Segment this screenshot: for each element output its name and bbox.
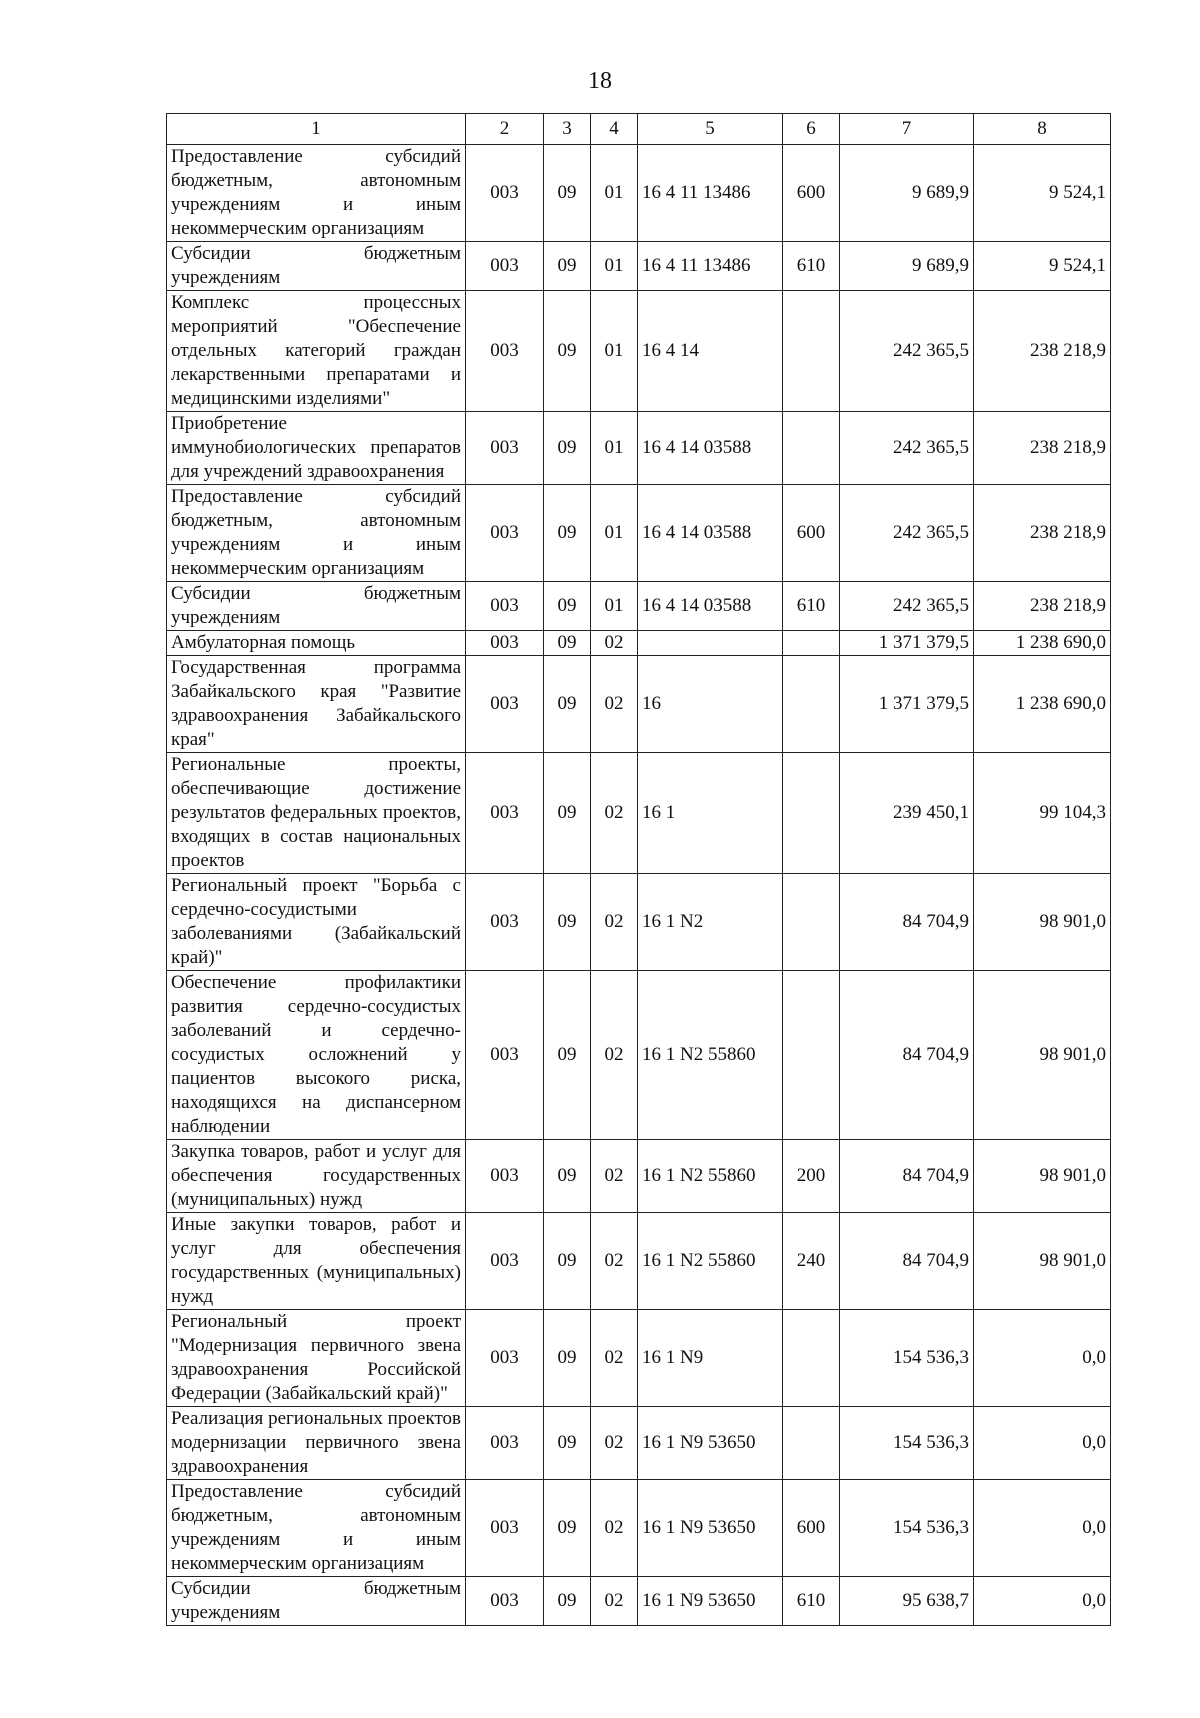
row-name: Предоставление субсидий бюджетным, автономным учреждениям и иным некоммерческим организациям	[167, 485, 466, 582]
header-col-4: 4	[591, 114, 638, 145]
cell-amount-year-1: 9 689,9	[840, 242, 974, 291]
cell-amount-year-2: 238 218,9	[974, 485, 1111, 582]
cell-section: 09	[544, 1140, 591, 1213]
table-row	[167, 1213, 1111, 1310]
cell-admin-code: 003	[466, 1480, 544, 1577]
cell-target-article: 16 1	[638, 753, 783, 874]
budget-table	[166, 113, 1111, 1626]
cell-target-article: 16 1 N9 53650	[638, 1407, 783, 1480]
cell-subsection: 01	[591, 145, 638, 242]
table-row	[167, 1480, 1111, 1577]
cell-target-article: 16 1 N2 55860	[638, 971, 783, 1140]
table-row	[167, 656, 1111, 753]
table-body	[167, 145, 1111, 1626]
cell-amount-year-2: 98 901,0	[974, 874, 1111, 971]
cell-target-article: 16	[638, 656, 783, 753]
row-name: Предоставление субсидий бюджетным, автономным учреждениям и иным некоммерческим организациям	[167, 145, 466, 242]
row-name: Региональный проект "Борьба с сердечно-сосудистыми заболеваниями (Забайкальский край)"	[167, 874, 466, 971]
cell-section: 09	[544, 1407, 591, 1480]
table-row	[167, 291, 1111, 412]
header-row	[167, 114, 1111, 145]
table-row	[167, 242, 1111, 291]
cell-expense-type: 240	[783, 1213, 840, 1310]
cell-admin-code: 003	[466, 1577, 544, 1626]
cell-admin-code: 003	[466, 971, 544, 1140]
cell-expense-type	[783, 291, 840, 412]
cell-section: 09	[544, 1577, 591, 1626]
cell-amount-year-2: 0,0	[974, 1407, 1111, 1480]
cell-admin-code: 003	[466, 145, 544, 242]
row-name: Региональный проект "Модернизация первичного звена здравоохранения Российской Федерации (Забайкальский край)"	[167, 1310, 466, 1407]
cell-section: 09	[544, 874, 591, 971]
header-col-8: 8	[974, 114, 1111, 145]
table-row	[167, 971, 1111, 1140]
row-name: Субсидии бюджетным учреждениям	[167, 242, 466, 291]
cell-amount-year-1: 242 365,5	[840, 291, 974, 412]
cell-amount-year-2: 238 218,9	[974, 412, 1111, 485]
cell-amount-year-2: 0,0	[974, 1577, 1111, 1626]
table-row	[167, 582, 1111, 631]
cell-expense-type	[783, 656, 840, 753]
cell-admin-code: 003	[466, 1310, 544, 1407]
cell-subsection: 02	[591, 1213, 638, 1310]
table-row	[167, 1407, 1111, 1480]
cell-section: 09	[544, 291, 591, 412]
cell-admin-code: 003	[466, 753, 544, 874]
cell-amount-year-2: 1 238 690,0	[974, 631, 1111, 656]
cell-subsection: 02	[591, 874, 638, 971]
cell-target-article: 16 4 14	[638, 291, 783, 412]
cell-expense-type: 200	[783, 1140, 840, 1213]
cell-subsection: 01	[591, 582, 638, 631]
cell-expense-type	[783, 631, 840, 656]
table-row	[167, 1140, 1111, 1213]
cell-subsection: 02	[591, 1407, 638, 1480]
cell-amount-year-1: 154 536,3	[840, 1310, 974, 1407]
cell-subsection: 01	[591, 412, 638, 485]
cell-amount-year-2: 98 901,0	[974, 971, 1111, 1140]
table-row	[167, 485, 1111, 582]
cell-target-article: 16 1 N9 53650	[638, 1577, 783, 1626]
cell-target-article: 16 1 N9 53650	[638, 1480, 783, 1577]
cell-expense-type: 600	[783, 145, 840, 242]
cell-subsection: 02	[591, 971, 638, 1140]
cell-admin-code: 003	[466, 1213, 544, 1310]
table-row	[167, 1577, 1111, 1626]
row-name: Субсидии бюджетным учреждениям	[167, 582, 466, 631]
cell-expense-type: 600	[783, 485, 840, 582]
cell-section: 09	[544, 753, 591, 874]
row-name: Закупка товаров, работ и услуг для обеспечения государственных (муниципальных) нужд	[167, 1140, 466, 1213]
cell-expense-type	[783, 1407, 840, 1480]
cell-subsection: 02	[591, 631, 638, 656]
cell-subsection: 02	[591, 1310, 638, 1407]
row-name: Государственная программа Забайкальского края "Развитие здравоохранения Забайкальского края"	[167, 656, 466, 753]
cell-expense-type	[783, 1310, 840, 1407]
table-row	[167, 753, 1111, 874]
header-col-2: 2	[466, 114, 544, 145]
row-name: Предоставление субсидий бюджетным, автономным учреждениям и иным некоммерческим организациям	[167, 1480, 466, 1577]
cell-expense-type: 610	[783, 1577, 840, 1626]
cell-expense-type: 610	[783, 242, 840, 291]
cell-expense-type	[783, 874, 840, 971]
cell-section: 09	[544, 1480, 591, 1577]
cell-amount-year-1: 239 450,1	[840, 753, 974, 874]
table-row	[167, 412, 1111, 485]
cell-section: 09	[544, 242, 591, 291]
cell-admin-code: 003	[466, 1140, 544, 1213]
cell-amount-year-2: 9 524,1	[974, 242, 1111, 291]
cell-expense-type	[783, 412, 840, 485]
cell-amount-year-1: 84 704,9	[840, 971, 974, 1140]
header-col-1: 1	[167, 114, 466, 145]
cell-target-article: 16 1 N9	[638, 1310, 783, 1407]
cell-section: 09	[544, 582, 591, 631]
row-name: Реализация региональных проектов модернизации первичного звена здравоохранения	[167, 1407, 466, 1480]
cell-subsection: 01	[591, 291, 638, 412]
cell-amount-year-1: 84 704,9	[840, 1140, 974, 1213]
page-number: 18	[588, 68, 612, 94]
row-name: Комплекс процессных мероприятий "Обеспечение отдельных категорий граждан лекарственными препаратами и медицинскими изделиями"	[167, 291, 466, 412]
cell-admin-code: 003	[466, 631, 544, 656]
cell-subsection: 01	[591, 242, 638, 291]
cell-amount-year-1: 1 371 379,5	[840, 631, 974, 656]
cell-subsection: 02	[591, 1140, 638, 1213]
row-name: Субсидии бюджетным учреждениям	[167, 1577, 466, 1626]
cell-target-article: 16 1 N2 55860	[638, 1213, 783, 1310]
cell-amount-year-2: 98 901,0	[974, 1213, 1111, 1310]
cell-target-article: 16 4 14 03588	[638, 582, 783, 631]
header-col-3: 3	[544, 114, 591, 145]
cell-expense-type: 610	[783, 582, 840, 631]
cell-section: 09	[544, 412, 591, 485]
cell-amount-year-1: 84 704,9	[840, 1213, 974, 1310]
cell-amount-year-1: 95 638,7	[840, 1577, 974, 1626]
cell-section: 09	[544, 1310, 591, 1407]
cell-amount-year-2: 0,0	[974, 1310, 1111, 1407]
row-name: Обеспечение профилактики развития сердечно-сосудистых заболеваний и сердечно-сосудистых осложнений у пациентов высокого риска, находящихся на диспансерном наблюдении	[167, 971, 466, 1140]
cell-section: 09	[544, 631, 591, 656]
cell-admin-code: 003	[466, 874, 544, 971]
cell-amount-year-2: 238 218,9	[974, 291, 1111, 412]
row-name: Приобретение иммунобиологических препаратов для учреждений здравоохранения	[167, 412, 466, 485]
cell-expense-type: 600	[783, 1480, 840, 1577]
cell-expense-type	[783, 753, 840, 874]
cell-target-article: 16 1 N2 55860	[638, 1140, 783, 1213]
cell-amount-year-1: 9 689,9	[840, 145, 974, 242]
cell-admin-code: 003	[466, 582, 544, 631]
cell-target-article: 16 4 11 13486	[638, 242, 783, 291]
cell-target-article: 16 4 14 03588	[638, 485, 783, 582]
cell-admin-code: 003	[466, 412, 544, 485]
cell-subsection: 01	[591, 485, 638, 582]
cell-amount-year-1: 242 365,5	[840, 412, 974, 485]
cell-section: 09	[544, 1213, 591, 1310]
cell-admin-code: 003	[466, 242, 544, 291]
cell-subsection: 02	[591, 1480, 638, 1577]
cell-amount-year-1: 242 365,5	[840, 485, 974, 582]
header-col-7: 7	[840, 114, 974, 145]
cell-expense-type	[783, 971, 840, 1140]
cell-subsection: 02	[591, 753, 638, 874]
cell-section: 09	[544, 485, 591, 582]
cell-amount-year-1: 154 536,3	[840, 1407, 974, 1480]
cell-section: 09	[544, 656, 591, 753]
cell-admin-code: 003	[466, 291, 544, 412]
cell-amount-year-2: 238 218,9	[974, 582, 1111, 631]
cell-amount-year-2: 98 901,0	[974, 1140, 1111, 1213]
cell-target-article	[638, 631, 783, 656]
cell-target-article: 16 4 14 03588	[638, 412, 783, 485]
table-row	[167, 631, 1111, 656]
cell-amount-year-2: 9 524,1	[974, 145, 1111, 242]
table-row	[167, 874, 1111, 971]
row-name: Амбулаторная помощь	[167, 631, 466, 656]
header-col-6: 6	[783, 114, 840, 145]
cell-admin-code: 003	[466, 656, 544, 753]
cell-admin-code: 003	[466, 485, 544, 582]
cell-section: 09	[544, 145, 591, 242]
row-name: Иные закупки товаров, работ и услуг для обеспечения государственных (муниципальных) нужд	[167, 1213, 466, 1310]
cell-amount-year-1: 154 536,3	[840, 1480, 974, 1577]
table-row	[167, 1310, 1111, 1407]
cell-target-article: 16 1 N2	[638, 874, 783, 971]
cell-amount-year-2: 1 238 690,0	[974, 656, 1111, 753]
row-name: Региональные проекты, обеспечивающие достижение результатов федеральных проектов, входящих в состав национальных проектов	[167, 753, 466, 874]
cell-subsection: 02	[591, 1577, 638, 1626]
cell-amount-year-2: 0,0	[974, 1480, 1111, 1577]
cell-amount-year-2: 99 104,3	[974, 753, 1111, 874]
cell-section: 09	[544, 971, 591, 1140]
cell-amount-year-1: 1 371 379,5	[840, 656, 974, 753]
table-row	[167, 145, 1111, 242]
cell-admin-code: 003	[466, 1407, 544, 1480]
cell-target-article: 16 4 11 13486	[638, 145, 783, 242]
cell-amount-year-1: 84 704,9	[840, 874, 974, 971]
cell-amount-year-1: 242 365,5	[840, 582, 974, 631]
cell-subsection: 02	[591, 656, 638, 753]
header-col-5: 5	[638, 114, 783, 145]
